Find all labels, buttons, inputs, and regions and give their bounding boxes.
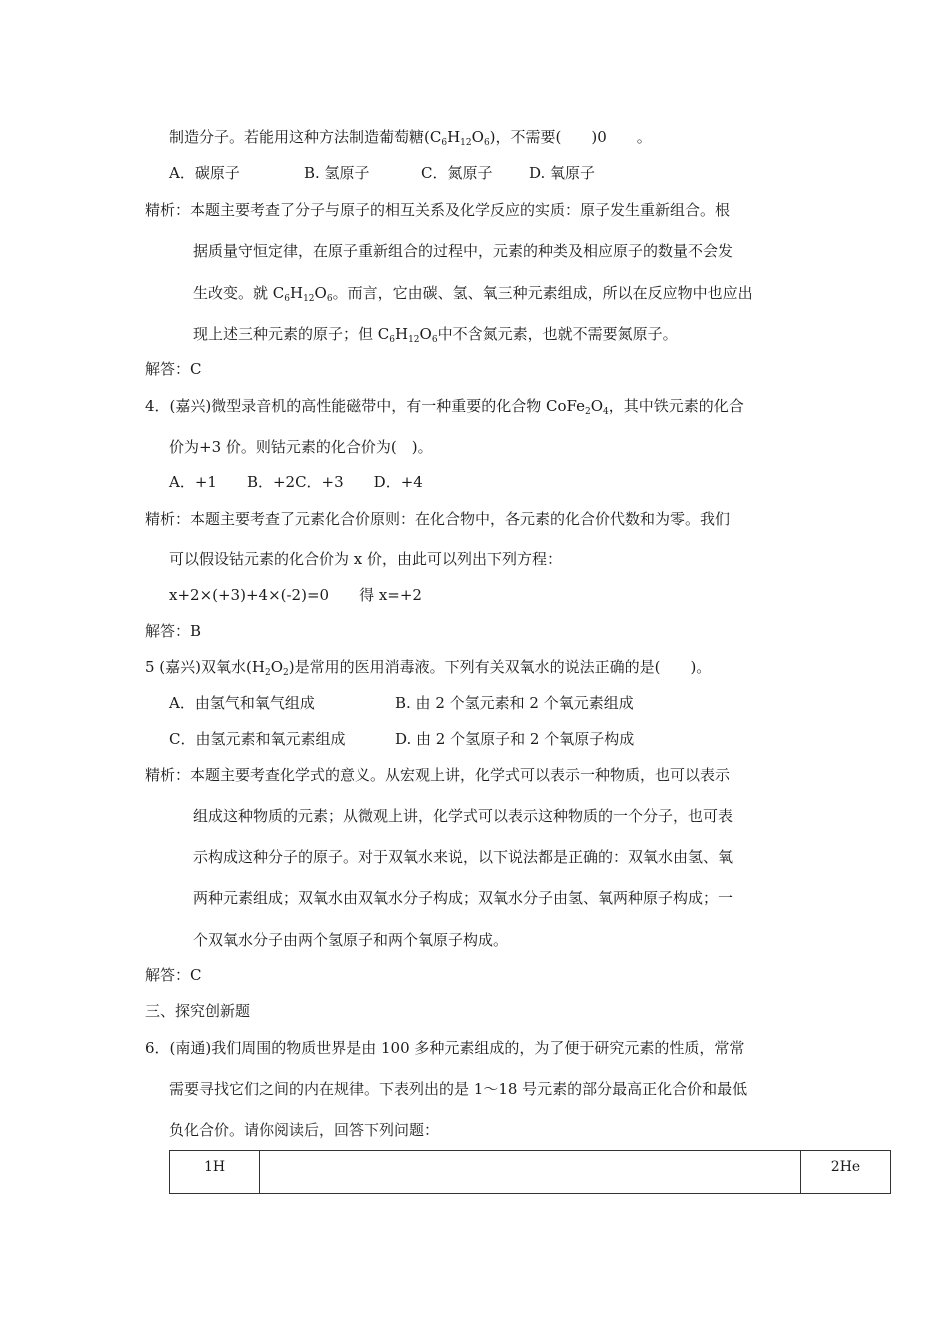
q5-options-row-2 [169,729,634,749]
element-table [169,1150,891,1194]
q5-analysis-line-5: 个双氧水分子由两个氢原子和两个氧原子构成。 [193,931,509,949]
q4-stem-line-2: 价为+3 价。则钴元素的化合价为( )。 [169,438,433,456]
q5-option-d: D. 由 2 个氢原子和 2 个氧原子构成 [395,730,635,748]
q4-equation: x+2×(+3)+4×(-2)=0 得 x=+2 [169,586,422,604]
q3-analysis-line-4: 现上述三种元素的原子；但 $C_6H_{12}O_6$中不含氮元素，也就不需要氮原子。 [193,325,678,345]
q5-analysis-line-4: 两种元素组成；双氧水由双氧水分子构成；双氧水分子由氢、氧两种原子构成；一 [193,889,734,907]
q3-option-b: B. 氢原子 [304,164,370,182]
q4-options: A．+1 B．+2C．+3 D．+4 [169,473,423,491]
analysis-label: 精析： [145,766,191,784]
q5-option-b: B. 由 2 个氢元素和 2 个氧元素组成 [395,694,634,712]
q3-option-a: A．碳原子 [169,164,240,182]
q5-option-c: C．由氢元素和氧元素组成 [169,730,346,748]
section-heading: 三、探究创新题 [145,1002,251,1020]
q6-stem-line-2: 需要寻找它们之间的内在规律。下表列出的是 1～18 号元素的部分最高正化合价和最低 [169,1080,748,1098]
q5-options-row-1 [169,693,634,713]
q3-analysis-line-1: 精析：本题主要考查了分子与原子的相互关系及化学反应的实质：原子发生重新组合。根 [145,201,731,219]
q6-stem-line-3: 负化合价。请你阅读后，回答下列问题： [169,1121,440,1139]
analysis-label: 精析： [145,510,191,528]
table-cell-first: 1H [170,1151,260,1193]
q6-stem-line-1: 6．(南通)我们周围的物质世界是由 100 多种元素组成的，为了便于研究元素的性质，常常 [145,1039,745,1057]
q5-analysis-line-2: 组成这种物质的元素；从微观上讲，化学式可以表示这种物质的一个分子，也可表 [193,807,734,825]
q3-answer: 解答：C [145,360,202,378]
q5-option-a: A．由氢气和氧气组成 [169,694,315,712]
q3-analysis-line-2: 据质量守恒定律，在原子重新组合的过程中，元素的种类及相应原子的数量不会发 [193,242,734,260]
q3-options [169,163,595,183]
q5-analysis-line-1: 精析：本题主要考查化学式的意义。从宏观上讲，化学式可以表示一种物质，也可以表示 [145,766,731,784]
q3-stem-line: 制造分子。若能用这种方法制造葡萄糖$(C_6H_{12}O_6)$，不需要( )0 。 [169,128,652,148]
q4-analysis-line-2: 可以假设钴元素的化合价为 x 价，由此可以列出下列方程： [169,550,562,568]
table-cell-last: 2He [800,1151,890,1193]
q5-answer: 解答：C [145,966,202,984]
analysis-label: 精析： [145,201,191,219]
q4-answer: 解答：B [145,622,202,640]
q3-option-d: D. 氧原子 [529,164,596,182]
q3-option-c: C．氮原子 [421,164,493,182]
q5-analysis-line-3: 示构成这种分子的原子。对于双氧水来说，以下说法都是正确的：双氧水由氢、氧 [193,848,734,866]
q4-stem-line-1: 4．(嘉兴)微型录音机的高性能磁带中，有一种重要的化合物 $CoFe_2O_4$，其中铁元素的化合 [145,397,744,417]
q5-stem-line: 5 (嘉兴)双氧水$(H_2O_2)$是常用的医用消毒液。下列有关双氧水的说法正确的是( )。 [145,658,712,678]
q3-analysis-line-3: 生改变。就 $C_6H_{12}O_6$。而言，它由碳、氢、氧三种元素组成，所以在反应物中也应出 [193,284,753,304]
q4-analysis-line-1: 精析：本题主要考查了元素化合价原则：在化合物中，各元素的化合价代数和为零。我们 [145,510,731,528]
